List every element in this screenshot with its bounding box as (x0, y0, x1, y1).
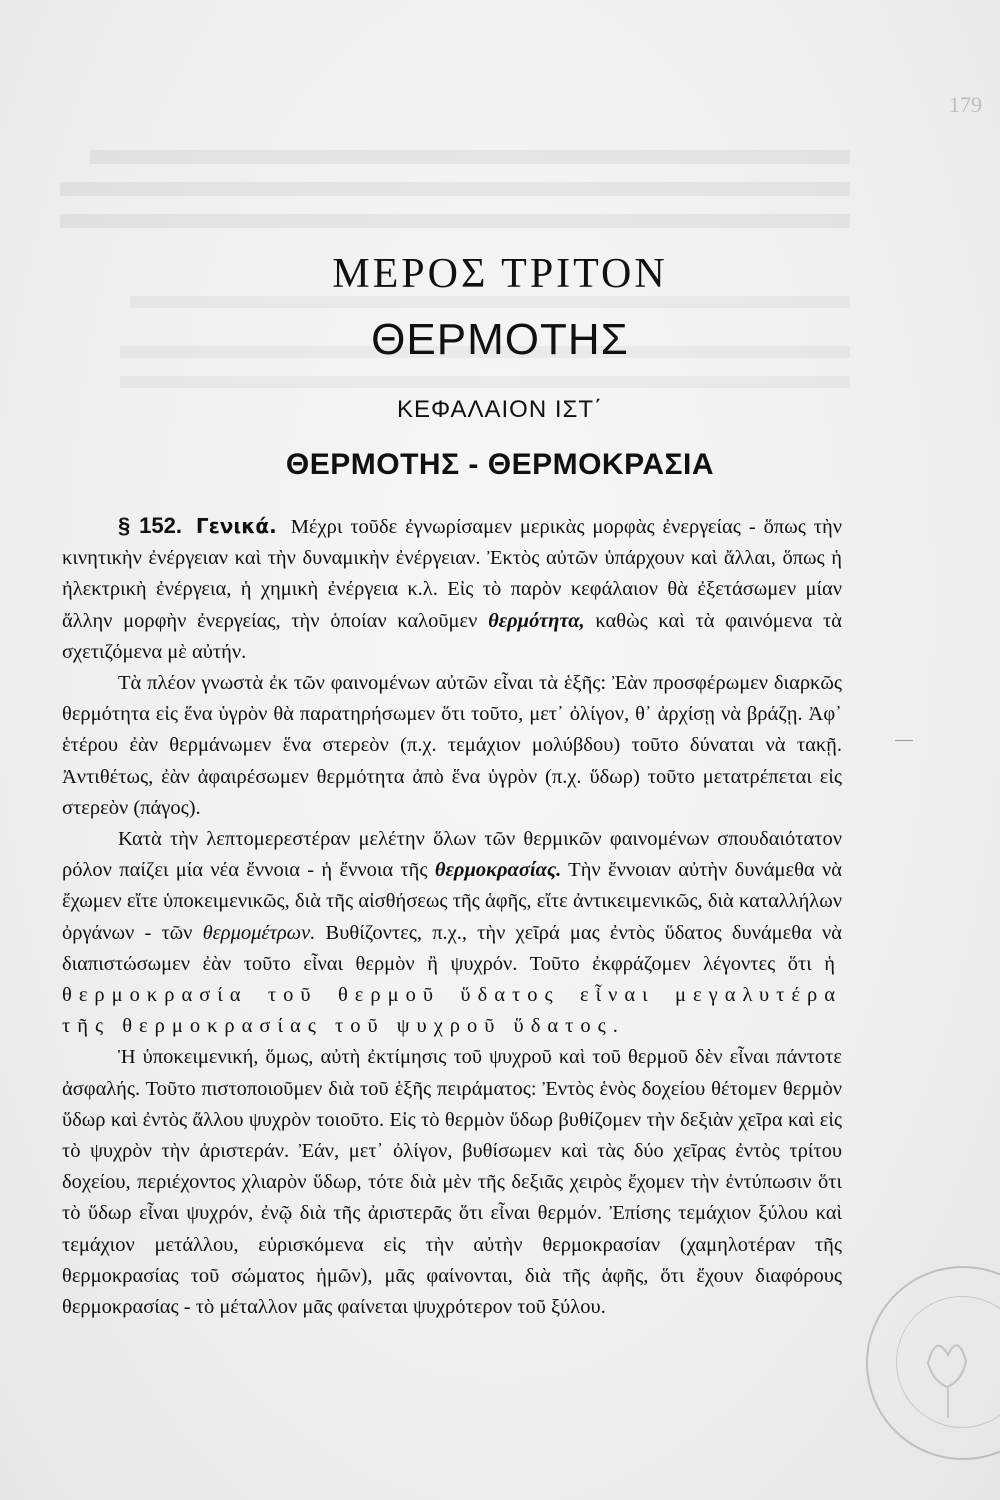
bleed-through-line (60, 214, 850, 228)
paragraph-text: Τὴν ἔννοιαν αὐτὴν δυνάμεθα νὰ ἔχωμεν εἴτε ὑποκειμενικῶς, διὰ τῆς αἰσθήσεως τῆς ἁφῆς, εἴτε ἀντικειμενικῶς, διὰ καταλλήλων ὀργάνων - τῶν (62, 859, 842, 944)
page-number: 179 (949, 92, 982, 117)
paragraph-4 (62, 1042, 842, 1323)
margin-mark (895, 740, 913, 741)
term-italic: θερμομέτρων. (202, 921, 316, 944)
paragraph-text: Βυθίζοντες, π.χ., τὴν χεῖρά μας ἐντὸς ὕδατος δυνάμεθα νὰ διαπιστώσωμεν ἐὰν τοῦτο εἶναι θερμὸν ἢ ψυχρόν. Τοῦτο ἐκφράζομεν λέγοντες ὅτι (62, 921, 843, 975)
chapter-label: ΚΕΦΑΛΑΙΟΝ ΙΣΤ΄ (396, 396, 603, 423)
section-number: § 152. (118, 513, 182, 538)
term-highlight: θερμότητα, (488, 609, 585, 632)
bleed-through-line (90, 150, 850, 164)
library-stamp (866, 1266, 1000, 1460)
paragraph-text: Ἡ ὑποκειμενική, ὅμως, αὐτὴ ἐκτίμησις τοῦ ψυχροῦ καὶ τοῦ θερμοῦ δὲν εἶναι πάντοτε ἀσφαλής. Τοῦτο πιστοποιοῦμεν διὰ τοῦ ἑξῆς πειράματος: Ἐντὸς ἑνὸς δοχείου θέτομεν θερμὸν ὕδωρ καὶ ἐντὸς ἄλλου ψυχρὸν τοιοῦτο. Εἰς τὸ θερμὸν ὕδωρ βυθίζομεν τὴν δεξιὰν χεῖρα καὶ εἰς τὸ ψυχρὸν τὴν ἀριστεράν. Ἐάν, μετ᾽ ὀλίγον, βυθίσωμεν καὶ τὰς δύο χεῖρας ἐντὸς τρίτου δοχείου, περιέχοντος χλιαρὸν ὕδωρ, τότε διὰ μὲν τῆς δεξιᾶς χειρὸς ἔχομεν τὴν ἐντύπωσιν ὅτι τὸ ὕδωρ εἶναι ψυχρόν, ἐνῷ διὰ τῆς ἀριστερᾶς ὅτι εἶναι θερμόν. Ἐπίσης τεμάχιον ξύλου καὶ τεμάχιον μετάλλου, εὑρισκόμενα εἰς τὴν αὐτὴν θερμοκρασίαν (χαμηλοτέραν τῆς θερμοκρασίας τοῦ σώματος ἡμῶν), μᾶς φαίνονται, διὰ τῆς ἁφῆς, ὅτι ἔχουν διαφόρους θερμοκρασίας - τὸ μέταλλον μᾶς φαίνεται ψυχρότερον τοῦ ξύλου. (62, 1046, 842, 1319)
paragraph-text: καθὼς καὶ τὰ φαινόμενα τὰ σχετιζόμενα μὲ αὐτήν. (62, 609, 843, 663)
chapter-title: ΘΕΡΜΟΤΗΣ - ΘΕΡΜΟΚΡΑΣΙΑ (285, 448, 715, 481)
paragraph-text: Μέχρι τοῦδε ἐγνωρίσαμεν μερικὰς μορφὰς ἐνεργείας - ὅπως τὴν κινητικὴν ἐνέργειαν καὶ τὴν δυναμικὴν ἐνέργειαν. Ἐκτὸς αὐτῶν ὑπάρχουν καὶ ἄλλαι, ὅπως ἡ ἠλεκτρικὴ ἐνέργεια, ἡ χημικὴ ἐνέργεια κ.λ. Εἰς τὸ παρὸν κεφάλαιον θὰ ἐξετάσωμεν μίαν ἄλλην μορφὴν ἐνεργείας, τὴν ὁποίαν καλοῦμεν (62, 516, 842, 632)
bleed-through-line (60, 182, 850, 196)
term-highlight: θερμοκρασίας. (434, 859, 562, 882)
paragraph-text: Κατὰ τὴν λεπτομερεστέραν μελέτην ὅλων τῶν θερμικῶν φαινομένων σπουδαιότατον ρόλον παίζει μία νέα ἔννοια - ἡ ἔννοια τῆς (62, 828, 842, 882)
bleed-through-line (120, 376, 850, 388)
part-heading: ΜΕΡΟΣ ΤΡΙΤΟΝ (332, 251, 668, 297)
paragraph-3 (62, 824, 842, 1042)
paragraph-text: Τὰ πλέον γνωστὰ ἐκ τῶν φαινομένων αὐτῶν εἶναι τὰ ἑξῆς: Ἐὰν προσφέρωμεν διαρκῶς θερμότητα εἰς ἕνα ὑγρὸν θὰ παρατηρήσωμεν ὅτι τοῦτο, μετ᾽ ὀλίγον, θ᾽ ἀρχίσῃ νὰ βράζῃ. Ἀφ᾽ ἑτέρου ἐὰν θερμάνωμεν ἕνα στερεὸν (π.χ. τεμάχιον μολύβδου) τοῦτο δύναται νὰ τακῇ. Ἀντιθέτως, ἐὰν ἀφαιρέσωμεν θερμότητα ἀπὸ ἕνα ὑγρὸν (π.χ. ὕδωρ) τοῦτο μετατρέπεται εἰς στερεὸν (πάγος). (62, 672, 842, 819)
body-text (62, 510, 842, 1323)
paragraph-1 (62, 510, 842, 668)
paragraph-2 (62, 668, 842, 824)
section-title: Γενικά. (195, 514, 277, 538)
stamp-emblem-icon (868, 1268, 1000, 1458)
spaced-emphasis: ἡ θερμοκρασία τοῦ θερμοῦ ὕδατος εἶναι μεγαλυτέρα τῆς θερμοκρασίας τοῦ ψυχροῦ ὕδατος. (62, 952, 843, 1038)
subject-heading: ΘΕΡΜΟΤΗΣ (371, 315, 629, 364)
